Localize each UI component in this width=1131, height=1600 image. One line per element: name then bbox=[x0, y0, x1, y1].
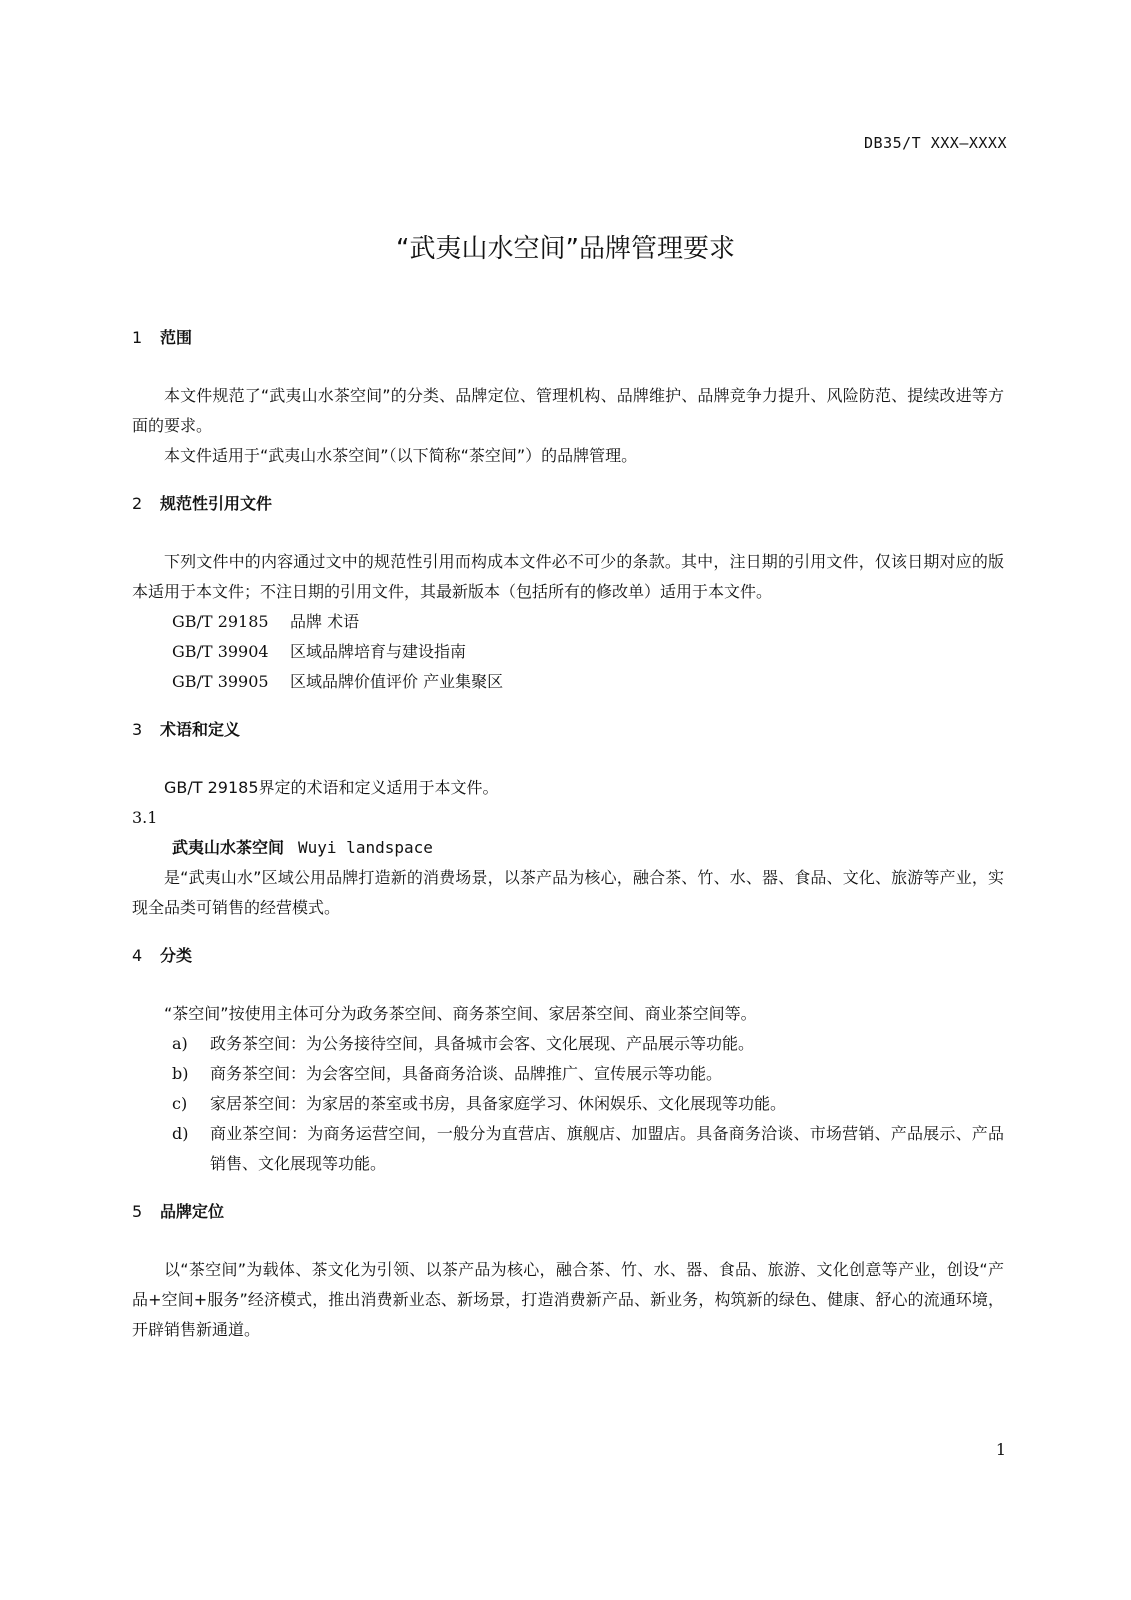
document-title: “武夷山水空间”品牌管理要求 bbox=[396, 234, 735, 264]
paragraph: 本文件适用于“武夷山水茶空间”（以下简称“茶空间”）的品牌管理。 bbox=[164, 446, 638, 465]
reference-code: GB/T 29185 bbox=[172, 612, 269, 631]
reference-code: GB/T 39905 bbox=[172, 672, 269, 691]
section-number: 2 bbox=[132, 494, 143, 513]
list-item-text: 商务茶空间：为会客空间，具备商务洽谈、品牌推广、宣传展示等功能。 bbox=[210, 1064, 723, 1083]
section-number: 5 bbox=[132, 1202, 143, 1221]
section-heading-classification bbox=[132, 941, 1004, 971]
section-number: 1 bbox=[132, 328, 143, 347]
section-number: 4 bbox=[132, 946, 143, 965]
term-definition: 是“武夷山水”区域公用品牌打造新的消费场景，以茶产品为核心，融合茶、竹、水、器、食品、文化、旅游等产业，实现全品类可销售的经营模式。 bbox=[132, 868, 1004, 917]
section-heading-terms bbox=[132, 715, 1004, 745]
section-title: 范围 bbox=[160, 328, 193, 347]
section-title: 分类 bbox=[160, 946, 193, 965]
term-title-en: Wuyi landspace bbox=[298, 838, 433, 857]
reference-name: 区域品牌价值评价 产业集聚区 bbox=[290, 672, 504, 691]
paragraph: 本文件规范了“武夷山水茶空间”的分类、品牌定位、管理机构、品牌维护、品牌竞争力提升、风险防范、提续改进等方面的要求。 bbox=[132, 386, 1004, 435]
term-title bbox=[132, 833, 1004, 863]
list-item bbox=[132, 1029, 1004, 1059]
reference-item bbox=[132, 607, 1004, 637]
list-marker: a) bbox=[172, 1034, 188, 1053]
paragraph: 以“茶空间”为载体、茶文化为引领、以茶产品为核心，融合茶、竹、水、器、食品、旅游、文化创意等产业，创设“产品+空间+服务”经济模式，推出消费新业态、新场景，打造消费新产品、新业务，构筑新的绿色、健康、舒心的流通环境，开辟销售新通道。 bbox=[132, 1260, 1004, 1339]
list-marker: c) bbox=[172, 1094, 188, 1113]
list-marker: d) bbox=[172, 1124, 189, 1143]
list-item bbox=[132, 1119, 1004, 1179]
reference-item bbox=[132, 637, 1004, 667]
section-title: 品牌定位 bbox=[160, 1202, 225, 1221]
reference-name: 品牌 术语 bbox=[290, 612, 360, 631]
list-item bbox=[132, 1089, 1004, 1119]
list-item bbox=[132, 1059, 1004, 1089]
document-code: DB35/T XXX—XXXX bbox=[864, 134, 1007, 152]
list-marker: b) bbox=[172, 1064, 189, 1083]
term-title-cn: 武夷山水茶空间 bbox=[172, 838, 285, 857]
paragraph: 下列文件中的内容通过文中的规范性引用而构成本文件必不可少的条款。其中，注日期的引用文件，仅该日期对应的版本适用于本文件；不注日期的引用文件，其最新版本（包括所有的修改单）适用于本文件。 bbox=[132, 552, 1004, 601]
section-number: 3 bbox=[132, 720, 143, 739]
reference-item bbox=[132, 667, 1004, 697]
section-heading-normative-references bbox=[132, 489, 1004, 519]
list-item-text: 家居茶空间：为家居的茶室或书房，具备家庭学习、休闲娱乐、文化展现等功能。 bbox=[210, 1094, 787, 1113]
page-number: 1 bbox=[995, 1440, 1006, 1459]
term-number: 3.1 bbox=[132, 808, 158, 827]
paragraph: “茶空间”按使用主体可分为政务茶空间、商务茶空间、家居茶空间、商业茶空间等。 bbox=[164, 1004, 757, 1023]
section-title: 规范性引用文件 bbox=[160, 494, 273, 513]
list-item-text: 政务茶空间：为公务接待空间，具备城市会客、文化展现、产品展示等功能。 bbox=[210, 1034, 755, 1053]
section-heading-brand-positioning bbox=[132, 1197, 1004, 1227]
section-heading-scope bbox=[132, 323, 1004, 353]
list-item-text: 商业茶空间：为商务运营空间，一般分为直营店、旗舰店、加盟店。具备商务洽谈、市场营销、产品展示、产品销售、文化展现等功能。 bbox=[210, 1124, 1004, 1173]
reference-name: 区域品牌培育与建设指南 bbox=[290, 642, 467, 661]
section-title: 术语和定义 bbox=[160, 720, 241, 739]
document-body bbox=[132, 323, 1004, 1345]
reference-code: GB/T 39904 bbox=[172, 642, 269, 661]
paragraph: GB/T 29185界定的术语和定义适用于本文件。 bbox=[164, 778, 499, 797]
